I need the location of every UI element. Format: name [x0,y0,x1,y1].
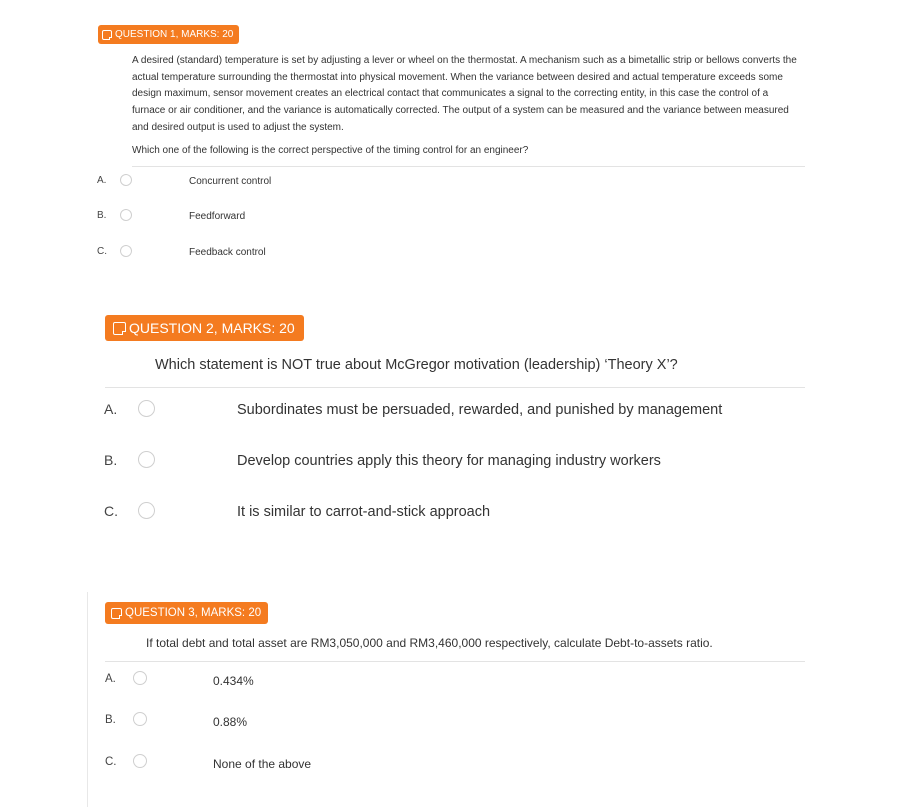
option-letter: A. [97,175,107,186]
question-1-option-c[interactable] [0,243,901,265]
question-3-option-a[interactable] [0,671,901,693]
question-3-option-b[interactable] [0,712,901,734]
radio-button[interactable] [133,712,147,726]
question-2-option-c[interactable] [0,501,901,525]
question-1-option-b[interactable] [0,207,901,229]
option-letter: A. [105,673,116,685]
option-text[interactable]: Subordinates must be persuaded, rewarded, and punished by management [237,402,723,418]
radio-button[interactable] [133,671,147,685]
question-2-badge [105,315,304,341]
radio-button[interactable] [120,174,132,186]
option-letter: B. [104,452,118,468]
option-letter: B. [97,210,107,221]
radio-button[interactable] [138,400,155,417]
option-letter: B. [105,714,116,726]
radio-button[interactable] [120,209,132,221]
question-2-badge-label: QUESTION 2, MARKS: 20 [129,320,295,336]
option-letter: C. [97,246,107,257]
question-1-badge [98,25,239,44]
question-2-option-a[interactable] [0,399,901,423]
question-2-option-b[interactable] [0,450,901,474]
option-letter: C. [105,756,117,768]
question-1-paragraph: A desired (standard) temperature is set by adjusting a lever or wheel on the thermostat. A mechanism such as a bimetallic strip or bellows converts the actual temperature surrounding the thermostat into physical movement. When the variance between desired and actual temperature exceeds some design maximum, sensor movement creates an electrical contact that communicates a signal to the correcting entity, in this case the control of a furnace or air conditioner, and the variance is automatically corrected. The output of a system can be measured and the variance between measured and desired output is used to adjust the system. [132,55,797,133]
option-text[interactable]: Feedback control [189,247,266,258]
option-text[interactable]: It is similar to carrot-and-stick approach [237,504,491,520]
question-1-option-a[interactable] [0,172,901,194]
option-letter: A. [104,401,118,417]
radio-button[interactable] [138,451,155,468]
option-text[interactable]: 0.88% [213,715,248,729]
question-3-badge-label: QUESTION 3, MARKS: 20 [125,607,262,619]
question-2-prompt: Which statement is NOT true about McGregor motivation (leadership) ‘Theory X’? [155,357,678,373]
radio-button[interactable] [120,245,132,257]
question-3-prompt: If total debt and total asset are RM3,050,000 and RM3,460,000 respectively, calculate Debt-to-assets ratio. [146,636,713,650]
option-text[interactable]: Feedforward [189,211,246,222]
note-icon [111,608,122,619]
option-text[interactable]: Develop countries apply this theory for managing industry workers [237,453,661,469]
question-1-divider [132,166,805,167]
question-1-badge-label: QUESTION 1, MARKS: 20 [115,29,234,40]
radio-button[interactable] [138,502,155,519]
question-2-divider [105,387,805,388]
option-text[interactable]: 0.434% [213,674,254,688]
note-icon [102,30,112,40]
option-text[interactable]: None of the above [213,757,312,771]
question-3-divider [105,661,805,662]
option-text[interactable]: Concurrent control [189,176,272,187]
option-letter: C. [104,503,118,519]
question-3-option-c[interactable] [0,754,901,776]
question-3-badge [105,602,268,624]
note-icon [113,322,126,335]
radio-button[interactable] [133,754,147,768]
question-1-prompt: Which one of the following is the correct perspective of the timing control for an engineer? [132,145,529,156]
